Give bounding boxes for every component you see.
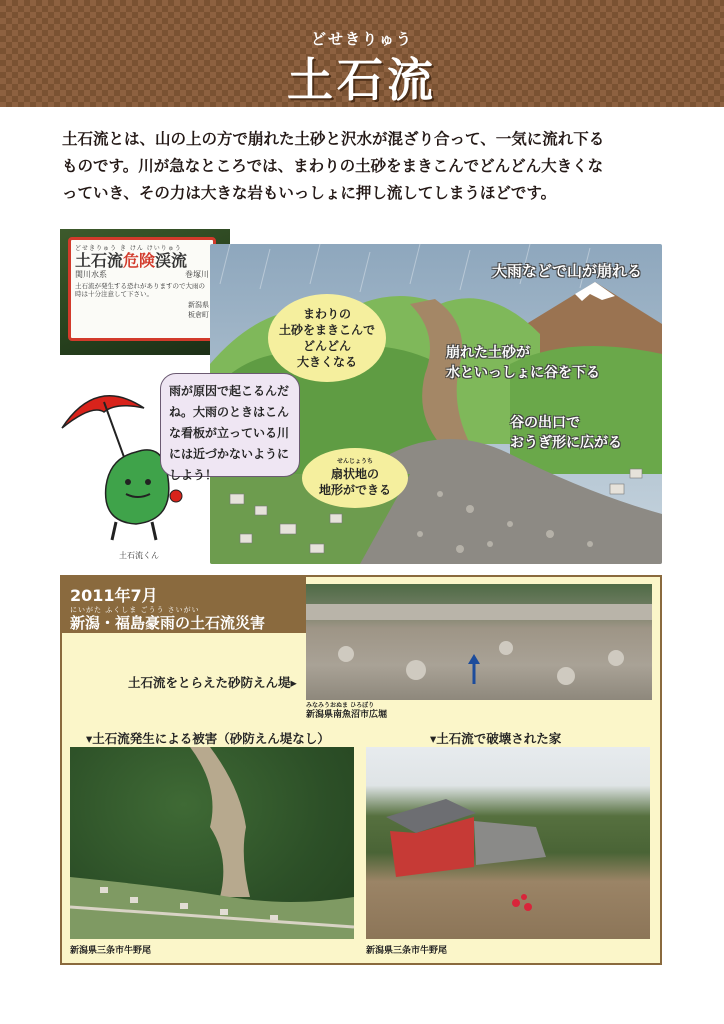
mascot-name: 土石流くん (119, 551, 159, 560)
cloud-text: どんどん (302, 339, 351, 353)
disaster-title-ruby: にいがた ふくしま ごうう さいがい (70, 606, 200, 614)
photo-check-dam (306, 584, 652, 700)
cloud-ruby: せんじょうち (336, 458, 373, 465)
photo-destroyed-house-drawing (366, 747, 650, 939)
photo1-location: 新潟県南魚沼市広堀 (306, 710, 388, 720)
warning-sign-board (68, 237, 216, 341)
intro-paragraph (62, 126, 672, 207)
intro-line: ものです。川が急なところでは、まわりの土砂をまきこんでどんどん大きくな (62, 157, 604, 175)
sign-river-line (75, 269, 209, 280)
cloud-text: 大きくなる (296, 355, 357, 369)
sign-title (75, 252, 209, 269)
disaster-2011-panel (60, 575, 662, 965)
photo1-caption (128, 673, 297, 691)
photo1-caption-text: 土石流をとらえた砂防えん堤 (128, 675, 291, 690)
cloud-text: まわりの (302, 307, 351, 321)
sign-title-a: 土石流 (75, 251, 124, 270)
sign-prefecture: 新潟県 (188, 301, 209, 309)
sign-river-name: 巻塚川 (185, 270, 209, 279)
intro-line: 土石流とは、山の上の方で崩れた土砂と沢水が混ざり合って、一気に流れ下る (62, 130, 605, 148)
callout-fan-line2: おうぎ形に広がる (510, 435, 622, 451)
cloud-alluvial-fan (302, 448, 408, 508)
warning-sign-photo (60, 229, 230, 355)
callout-flow-line2: 水といっしょに谷を下る (446, 365, 600, 381)
callout-flow-line1: 崩れた土砂が (446, 345, 530, 361)
cloud-text: 土砂をまきこんで (278, 323, 375, 337)
disaster-heading (62, 577, 306, 633)
photo3-location: 新潟県三条市牛野尾 (366, 946, 448, 956)
photo3-caption (430, 729, 561, 747)
sign-town: 板倉町 (188, 311, 209, 319)
photo-destroyed-house (366, 747, 650, 939)
triangle-down-icon: ▾ (430, 731, 437, 746)
cloud-text: 扇状地の (330, 467, 379, 481)
umbrella-icon (62, 396, 144, 428)
disaster-title: 新潟・福島豪雨の土石流災害 (70, 614, 266, 632)
photo2-caption (86, 729, 330, 747)
triangle-right-icon: ▸ (290, 675, 297, 690)
sign-river-system: 関川水系 (75, 270, 107, 279)
photo2-location: 新潟県三条市牛野尾 (70, 946, 152, 956)
triangle-down-icon: ▾ (86, 731, 93, 746)
sign-title-danger: 危険 (123, 251, 156, 270)
mascot-speech-bubble: 雨が原因で起こるんだね。大雨のときはこんな看板が立っている川には近づかないようにしよう！ (160, 373, 300, 477)
header-band (0, 0, 724, 107)
page-title: 土石流 (287, 53, 437, 107)
photo2-caption-text: 土石流発生による被害（砂防えん堤なし） (92, 731, 330, 746)
photo-check-dam-drawing (306, 584, 652, 700)
intro-line: っていき、その力は大きな岩もいっしょに押し流してしまうほどです。 (62, 184, 557, 202)
photo-aerial-damage-drawing (70, 747, 354, 939)
title-ruby: どせきりゅう (310, 30, 413, 48)
callout-mountain-collapse: 大雨などで山が崩れる (492, 262, 643, 280)
callout-fan-line1: 谷の出口で (510, 415, 580, 431)
cloud-debris-grows (268, 294, 386, 382)
photo1-location-ruby: みなみうおぬま ひろぼり (306, 702, 375, 709)
arrow-up-icon (468, 654, 480, 664)
disaster-year: 2011年7月 (70, 586, 158, 605)
photo-aerial-damage (70, 747, 354, 939)
sign-title-b: 渓流 (155, 251, 188, 270)
sign-notice: 土石流が発生する恐れがありますので大雨の時は十分注意して下さい。 (75, 282, 205, 298)
cloud-text: 地形ができる (318, 483, 391, 497)
photo3-caption-text: 土石流で破壊された家 (436, 731, 562, 746)
sign-ruby: どせきりゅう き けん けいりゅう (75, 245, 182, 252)
